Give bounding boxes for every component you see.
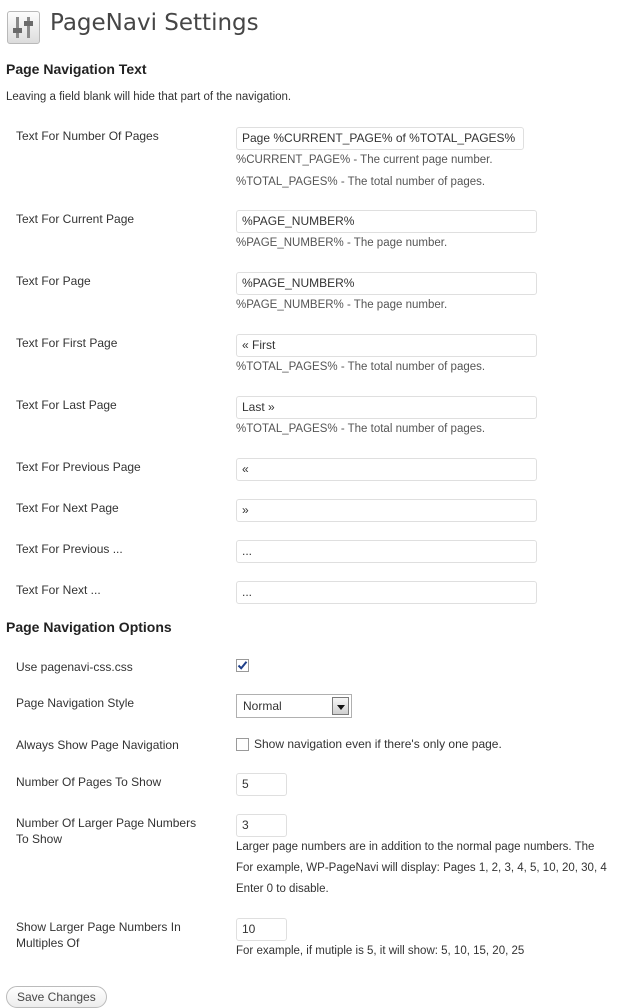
first-page-input[interactable]: « First xyxy=(236,334,537,357)
style-select[interactable] xyxy=(236,694,352,718)
larger-multiple-label: Show Larger Page Numbers In xyxy=(16,920,181,934)
help-page-number: %PAGE_NUMBER% - The page number. xyxy=(236,299,448,311)
field-label-last-page: Text For Last Page xyxy=(16,398,117,412)
always-show-label: Always Show Page Navigation xyxy=(16,738,179,752)
previous-page-input[interactable]: « xyxy=(236,458,537,481)
settings-sliders-icon xyxy=(7,11,40,44)
always-show-checkbox[interactable] xyxy=(236,738,249,751)
field-label-first-page: Text For First Page xyxy=(16,336,118,350)
larger-pages-help-3: Enter 0 to disable. xyxy=(236,883,329,895)
help-page-number: %PAGE_NUMBER% - The page number. xyxy=(236,237,448,249)
section-heading-options: Page Navigation Options xyxy=(6,619,172,635)
style-label: Page Navigation Style xyxy=(16,696,135,710)
field-label-next-page: Text For Next Page xyxy=(16,501,119,515)
next-dots-input[interactable]: ... xyxy=(236,581,537,604)
larger-pages-help-2: For example, WP-PageNavi will display: Pages 1, 2, 3, 4, 5, 10, 20, 30, 4 xyxy=(236,862,607,874)
next-page-input[interactable]: » xyxy=(236,499,537,522)
larger-pages-label-line2: To Show xyxy=(16,832,63,846)
previous-dots-input[interactable]: ... xyxy=(236,540,537,563)
section-intro: Leaving a field blank will hide that part of the navigation. xyxy=(6,91,292,103)
always-show-checkbox-label: Show navigation even if there's only one page. xyxy=(254,737,502,751)
larger-pages-help-1: Larger page numbers are in addition to the normal page numbers. The xyxy=(236,841,595,853)
help-total-pages: %TOTAL_PAGES% - The total number of pages. xyxy=(236,423,486,435)
pages-to-show-input[interactable]: 5 xyxy=(236,773,287,796)
larger-pages-label: Number Of Larger Page Numbers xyxy=(16,816,197,830)
larger-multiple-input[interactable]: 10 xyxy=(236,918,287,941)
field-label-current-page: Text For Current Page xyxy=(16,212,135,226)
larger-multiple-help: For example, if mutiple is 5, it will show: 5, 10, 15, 20, 25 xyxy=(236,945,525,957)
help-total-pages: %TOTAL_PAGES% - The total number of pages. xyxy=(236,361,486,373)
larger-multiple-label-line2: Multiples Of xyxy=(16,936,80,950)
help-total-pages: %TOTAL_PAGES% - The total number of pages. xyxy=(236,176,486,188)
page-input[interactable]: %PAGE_NUMBER% xyxy=(236,272,537,295)
current-page-input[interactable]: %PAGE_NUMBER% xyxy=(236,210,537,233)
section-heading-text: Page Navigation Text xyxy=(6,61,147,77)
page-title: PageNavi Settings xyxy=(50,10,259,36)
field-label-previous-page: Text For Previous Page xyxy=(16,460,141,474)
field-label-page: Text For Page xyxy=(16,274,91,288)
number-of-pages-input[interactable]: Page %CURRENT_PAGE% of %TOTAL_PAGES% xyxy=(236,127,524,150)
field-label-previous-dots: Text For Previous ... xyxy=(16,542,123,556)
style-select-value: Normal xyxy=(243,699,282,713)
use-css-checkbox[interactable] xyxy=(236,659,249,672)
field-label-next-dots: Text For Next ... xyxy=(16,583,101,597)
help-current-page: %CURRENT_PAGE% - The current page number. xyxy=(236,154,493,166)
pages-to-show-label: Number Of Pages To Show xyxy=(16,775,162,789)
field-label-number-of-pages: Text For Number Of Pages xyxy=(16,129,159,143)
chevron-down-icon[interactable] xyxy=(332,697,349,715)
save-changes-button[interactable]: Save Changes xyxy=(6,986,107,1008)
last-page-input[interactable]: Last » xyxy=(236,396,537,419)
larger-pages-input[interactable]: 3 xyxy=(236,814,287,837)
checkmark-icon xyxy=(237,660,248,671)
use-css-label: Use pagenavi-css.css xyxy=(16,660,133,674)
